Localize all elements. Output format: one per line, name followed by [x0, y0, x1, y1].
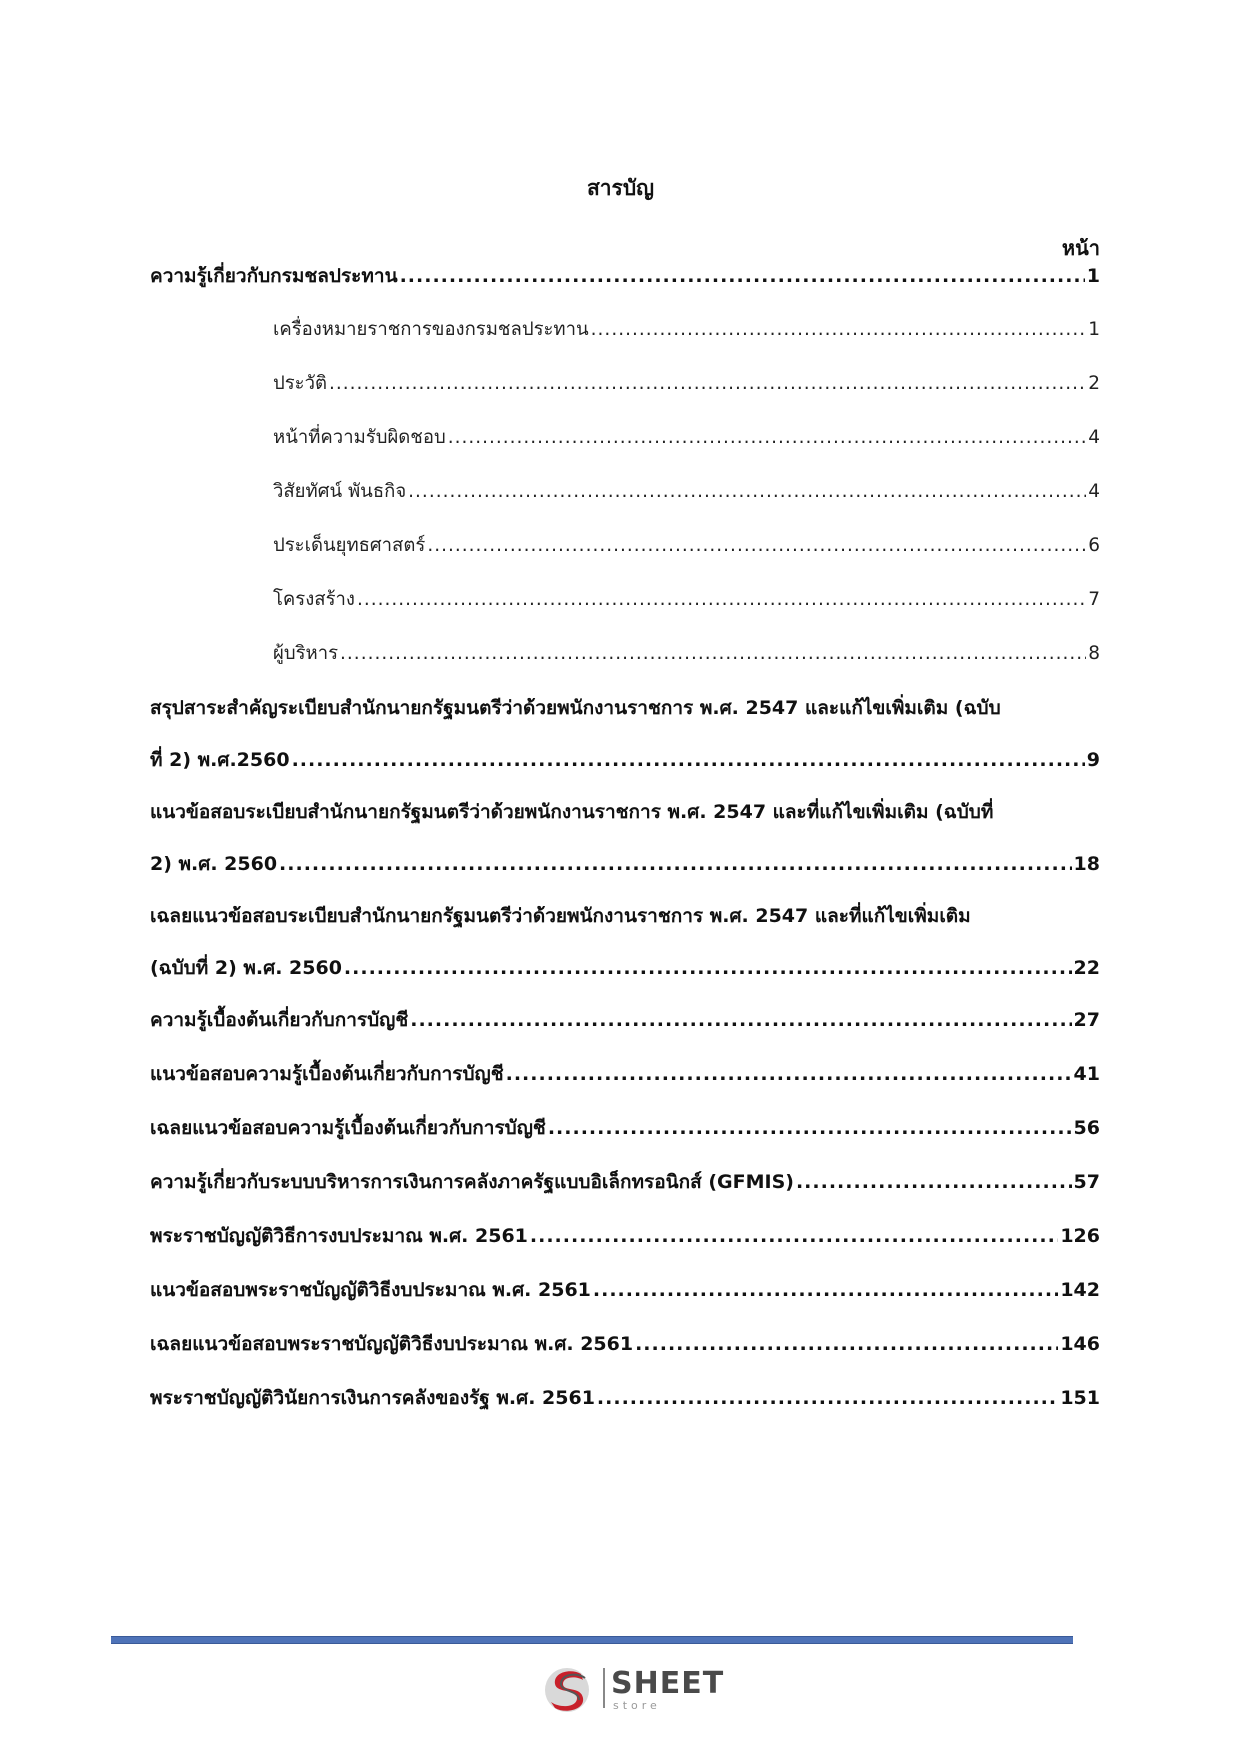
toc-page-number: 9	[1086, 749, 1100, 771]
toc-page-number: 1	[1088, 319, 1100, 340]
toc-page-number: 27	[1073, 1009, 1100, 1031]
toc-entry[interactable]: พระราชบัญญัติวิธีการงบประมาณ พ.ศ. 2561 ..... 126	[150, 1210, 1100, 1262]
toc-page-number: 22	[1073, 957, 1100, 979]
toc-page-number: 4	[1088, 481, 1100, 502]
toc-page-number: 142	[1060, 1279, 1100, 1301]
page-column-label: หน้า	[1061, 236, 1100, 260]
toc-page-number: 7	[1088, 589, 1100, 610]
toc-subentry[interactable]: หน้าที่ความรับผิดชอบ ..... 4	[273, 412, 1100, 464]
toc-page-number: 6	[1088, 535, 1100, 556]
toc-entry[interactable]: ความรู้เกี่ยวกับระบบบริหารการเงินการคลังภาครัฐแบบอิเล็กทรอนิกส์ (GFMIS) ..... 57	[150, 1156, 1100, 1208]
toc-page-number: 1	[1086, 265, 1100, 287]
sheet-store-s-logo-icon	[541, 1662, 597, 1718]
toc-page-number: 41	[1073, 1063, 1100, 1085]
toc-subentry[interactable]: โครงสร้าง ..... 7	[273, 574, 1100, 626]
logo-name: SHEET	[611, 1666, 725, 1701]
toc-entry[interactable]: พระราชบัญญัติวินัยการเงินการคลังของรัฐ พ.ศ. 2561 ..... 151	[150, 1372, 1100, 1424]
toc-subentry[interactable]: วิสัยทัศน์ พันธกิจ ..... 4	[273, 466, 1100, 518]
toc-subentry[interactable]: ประเด็นยุทธศาสตร์ ..... 6	[273, 520, 1100, 572]
toc-subentry[interactable]: ประวัติ ..... 2	[273, 358, 1100, 410]
toc-entry[interactable]: เฉลยแนวข้อสอบความรู้เบื้องต้นเกี่ยวกับการบัญชี ..... 56	[150, 1102, 1100, 1154]
toc-entry[interactable]: ความรู้เบื้องต้นเกี่ยวกับการบัญชี ..... 27	[150, 994, 1100, 1046]
toc-page-number: 146	[1060, 1333, 1100, 1355]
toc-entry[interactable]: เฉลยแนวข้อสอบพระราชบัญญัติวิธีงบประมาณ พ.ศ. 2561 ..... 146	[150, 1318, 1100, 1370]
toc-page-number: 126	[1060, 1225, 1100, 1247]
logo-subtitle: store	[613, 1699, 661, 1712]
toc-page-number: 8	[1088, 643, 1100, 664]
toc-page-number: 56	[1073, 1117, 1100, 1139]
toc-page-number: 57	[1073, 1171, 1100, 1193]
sheet-store-logo	[541, 1662, 725, 1718]
toc-entry[interactable]: เฉลยแนวข้อสอบระเบียบสำนักนายกรัฐมนตรีว่าด้วยพนักงานราชการ พ.ศ. 2547 และที่แก้ไขเพิ่มเติม (ฉบับที่ 2) พ.ศ. 2560 ..... 22	[150, 890, 1100, 994]
toc-title: สารบัญ	[586, 176, 655, 200]
toc-subentry[interactable]: ผู้บริหาร ..... 8	[273, 628, 1100, 680]
toc-page-number: 18	[1073, 853, 1100, 875]
toc-page-number: 4	[1088, 427, 1100, 448]
toc-entry[interactable]: แนวข้อสอบความรู้เบื้องต้นเกี่ยวกับการบัญชี ..... 41	[150, 1048, 1100, 1100]
toc-entry[interactable]: แนวข้อสอบพระราชบัญญัติวิธีงบประมาณ พ.ศ. 2561 ..... 142	[150, 1264, 1100, 1316]
toc-page-number: 151	[1060, 1387, 1100, 1409]
toc-entry[interactable]: สรุปสาระสำคัญระเบียบสำนักนายกรัฐมนตรีว่าด้วยพนักงานราชการ พ.ศ. 2547 และแก้ไขเพิ่มเติม (ฉบับ ที่ 2) พ.ศ.2560 ..... 9	[150, 682, 1100, 786]
footer-divider-bar	[111, 1636, 1073, 1644]
toc-page-number: 2	[1088, 373, 1100, 394]
toc-entry[interactable]: แนวข้อสอบระเบียบสำนักนายกรัฐมนตรีว่าด้วยพนักงานราชการ พ.ศ. 2547 และที่แก้ไขเพิ่มเติม (ฉบับที่ 2) พ.ศ. 2560 ..... 18	[150, 786, 1100, 890]
logo-divider	[603, 1668, 605, 1708]
toc-entry[interactable]: ความรู้เกี่ยวกับกรมชลประทาน ..... 1	[150, 250, 1100, 302]
toc-subentry[interactable]: เครื่องหมายราชการของกรมชลประทาน ..... 1	[273, 304, 1100, 356]
